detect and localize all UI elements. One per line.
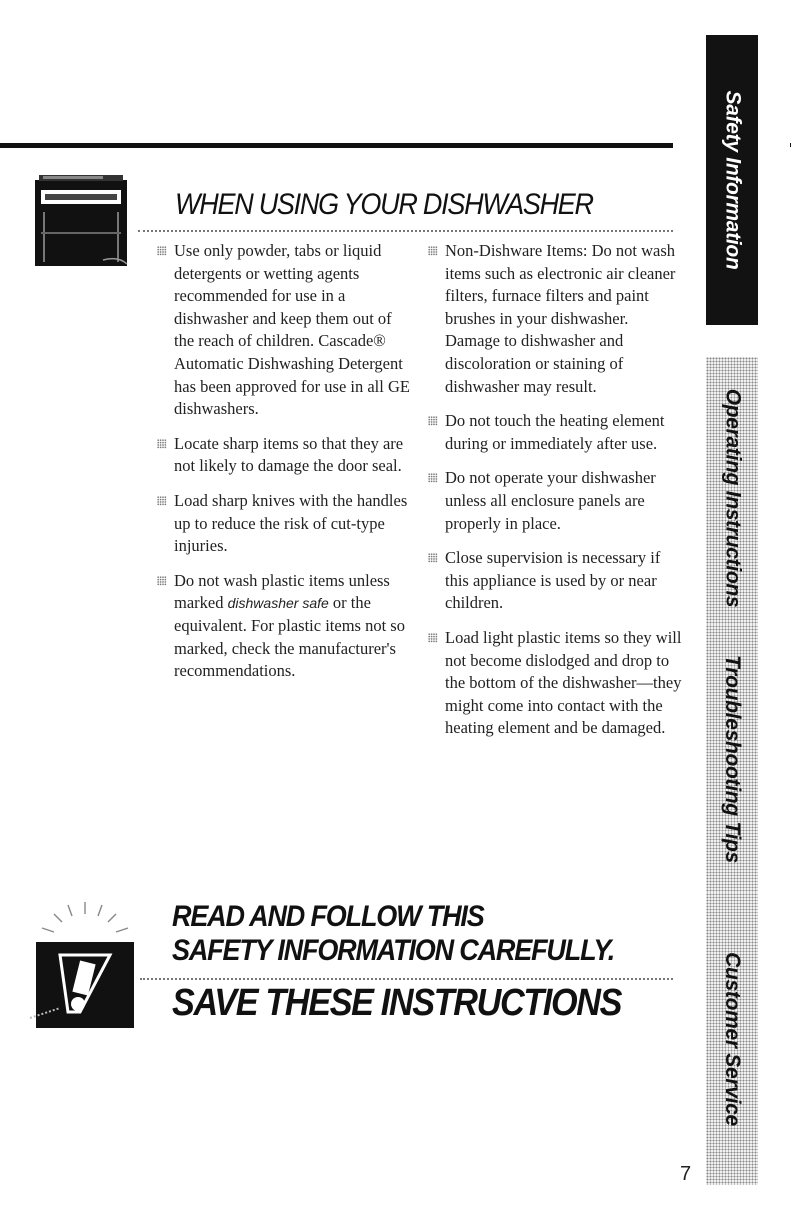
bullet-square-icon (428, 246, 438, 256)
warning-line-2: SAFETY INFORMATION CAREFULLY. (172, 934, 615, 967)
bullet-square-icon (157, 496, 167, 506)
warning-icon (20, 900, 150, 1030)
top-rule (0, 143, 673, 148)
edge-tick (790, 143, 791, 147)
list-item: Use only powder, tabs or liquid detergents or wetting agents recommended for use in a dishwasher and keep them out of the reach of children. Cascade® Automatic Dishwashing Detergent has been approved for use in all GE dishwashers. (157, 240, 410, 421)
bullet-square-icon (157, 246, 167, 256)
bullet-square-icon (157, 576, 167, 586)
save-instructions-heading: SAVE THESE INSTRUCTIONS (172, 982, 622, 1024)
tab-label: Safety Information (721, 90, 744, 270)
heading-rule (138, 230, 673, 232)
dishwasher-safe-term: dishwasher safe (227, 595, 329, 612)
tab-troubleshooting-tips[interactable] (706, 625, 758, 893)
bullet-square-icon (428, 553, 438, 563)
left-column (157, 240, 410, 695)
bullet-square-icon (428, 633, 438, 643)
list-item: Locate sharp items so that they are not likely to damage the door seal. (157, 433, 410, 478)
bullet-square-icon (428, 416, 438, 426)
list-item: Do not wash plastic items unless marked dishwasher safe or the equivalent. For plastic items not so marked, check the manufacturer's recommendations. (157, 570, 410, 683)
tab-label: Operating Instructions (721, 388, 744, 608)
section-sidebar (706, 35, 758, 1185)
list-item: Do not operate your dishwasher unless all enclosure panels are properly in place. (428, 467, 683, 535)
tab-operating-instructions[interactable] (706, 357, 758, 639)
list-item: Non-Dishware Items: Do not wash items such as electronic air cleaner filters, furnace filters and paint brushes in your dishwasher. Damage to dishwasher and discoloration or staining of dishwasher may result. (428, 240, 683, 398)
warning-line-1: READ AND FOLLOW THIS (172, 900, 484, 933)
page-number: 7 (680, 1163, 692, 1185)
list-item: Load sharp knives with the handles up to reduce the risk of cut-type injuries. (157, 490, 410, 558)
tab-label: Customer Service (721, 952, 745, 1126)
list-item: Do not touch the heating element during or immediately after use. (428, 410, 683, 455)
tab-safety-information[interactable] (706, 35, 758, 325)
tab-label: Troubleshooting Tips (721, 655, 745, 863)
tab-customer-service[interactable] (706, 893, 758, 1185)
right-column (428, 240, 683, 752)
section-heading: WHEN USING YOUR DISHWASHER (175, 188, 593, 221)
bullet-square-icon (157, 439, 167, 449)
list-item: Load light plastic items so they will not become dislodged and drop to the bottom of the dishwasher—they might come into contact with the heating element and be damaged. (428, 627, 683, 740)
dishwasher-icon (33, 172, 129, 268)
warning-rule (140, 978, 673, 980)
list-item: Close supervision is necessary if this appliance is used by or near children. (428, 547, 683, 615)
bullet-square-icon (428, 473, 438, 483)
